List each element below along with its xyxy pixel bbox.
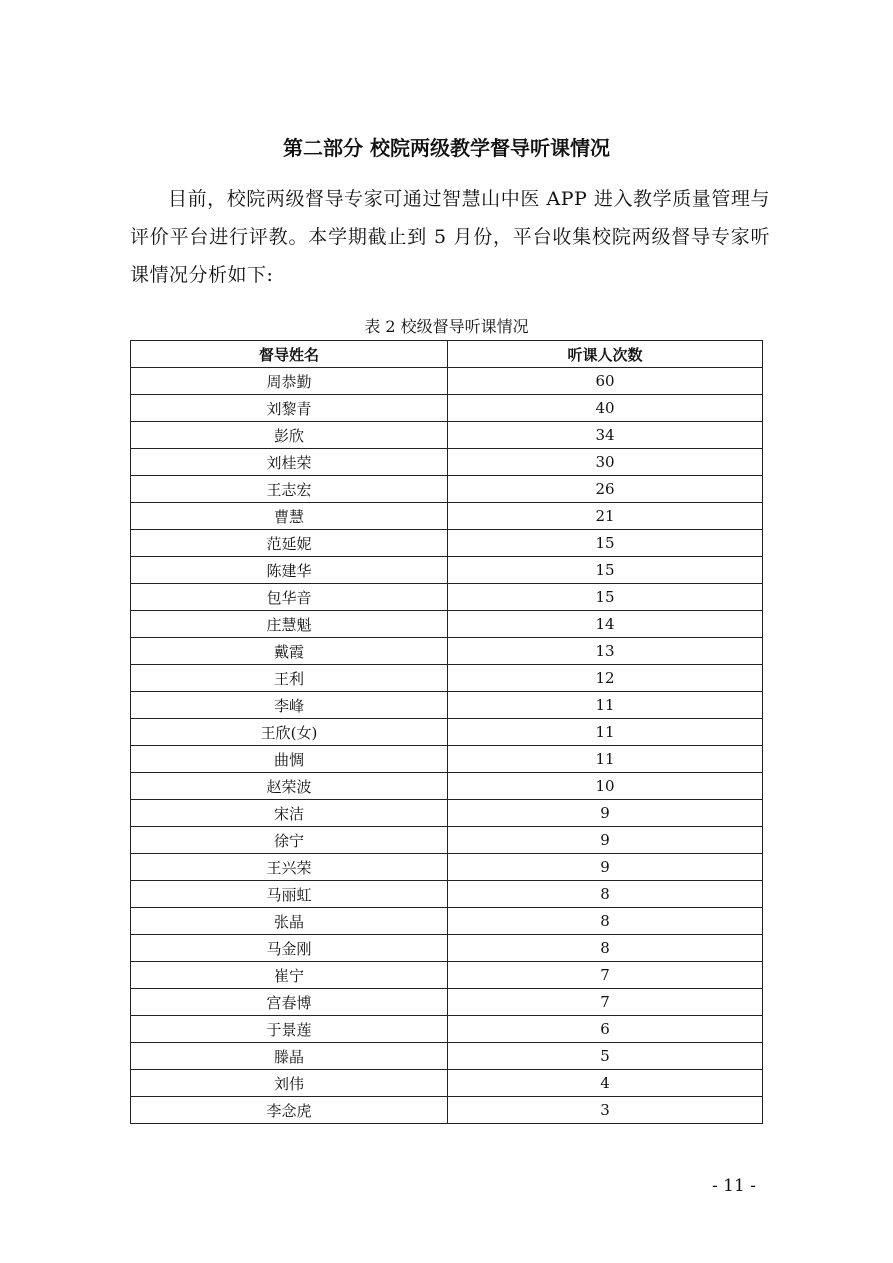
supervisor-name-cell: 刘伟 [131, 1070, 448, 1097]
table-row [131, 881, 763, 908]
table-row [131, 827, 763, 854]
table-row [131, 449, 763, 476]
lecture-count-cell: 15 [448, 557, 763, 584]
supervisor-name-cell: 王欣(女) [131, 719, 448, 746]
supervisor-name-cell: 赵荣波 [131, 773, 448, 800]
table-header-row [131, 341, 763, 368]
lecture-count-cell: 11 [448, 719, 763, 746]
supervisor-name-cell: 李峰 [131, 692, 448, 719]
table-row [131, 503, 763, 530]
table-row [131, 1070, 763, 1097]
page-number: - 11 - [712, 1176, 756, 1196]
lecture-count-cell: 15 [448, 530, 763, 557]
lecture-count-cell: 21 [448, 503, 763, 530]
lecture-count-cell: 14 [448, 611, 763, 638]
supervisor-name-cell: 李念虎 [131, 1097, 448, 1124]
table-row [131, 476, 763, 503]
table-row [131, 557, 763, 584]
supervisor-name-cell: 曹慧 [131, 503, 448, 530]
table-row [131, 584, 763, 611]
supervisor-name-cell: 王利 [131, 665, 448, 692]
supervisor-name-cell: 王志宏 [131, 476, 448, 503]
table-row [131, 773, 763, 800]
supervisor-name-cell: 刘桂荣 [131, 449, 448, 476]
table-row [131, 854, 763, 881]
table-row [131, 530, 763, 557]
supervisor-name-cell: 彭欣 [131, 422, 448, 449]
supervisor-name-cell: 崔宁 [131, 962, 448, 989]
lecture-count-cell: 40 [448, 395, 763, 422]
table-row [131, 1016, 763, 1043]
lecture-count-cell: 8 [448, 935, 763, 962]
table-row [131, 800, 763, 827]
lecture-count-cell: 30 [448, 449, 763, 476]
lecture-count-cell: 34 [448, 422, 763, 449]
lecture-count-cell: 7 [448, 962, 763, 989]
header-lecture-count: 听课人次数 [448, 341, 763, 368]
lecture-count-cell: 11 [448, 692, 763, 719]
header-supervisor-name: 督导姓名 [131, 341, 448, 368]
supervisor-name-cell: 张晶 [131, 908, 448, 935]
table-row [131, 935, 763, 962]
supervisor-name-cell: 宋洁 [131, 800, 448, 827]
lecture-count-cell: 3 [448, 1097, 763, 1124]
supervisor-name-cell: 于景莲 [131, 1016, 448, 1043]
supervisor-name-cell: 马金刚 [131, 935, 448, 962]
lecture-count-cell: 13 [448, 638, 763, 665]
supervisor-name-cell: 王兴荣 [131, 854, 448, 881]
supervisor-name-cell: 滕晶 [131, 1043, 448, 1070]
table-row [131, 746, 763, 773]
lecture-count-cell: 8 [448, 908, 763, 935]
supervisor-name-cell: 徐宁 [131, 827, 448, 854]
lecture-count-cell: 5 [448, 1043, 763, 1070]
supervisor-name-cell: 陈建华 [131, 557, 448, 584]
supervisor-name-cell: 刘黎青 [131, 395, 448, 422]
table-row [131, 665, 763, 692]
table-row [131, 611, 763, 638]
lecture-count-cell: 15 [448, 584, 763, 611]
table-row [131, 908, 763, 935]
intro-paragraph: 目前，校院两级督导专家可通过智慧山中医 APP 进入教学质量管理与评价平台进行评教。本学期截止到 5 月份，平台收集校院两级督导专家听课情况分析如下: [130, 188, 770, 286]
lecture-count-cell: 7 [448, 989, 763, 1016]
supervisor-name-cell: 马丽虹 [131, 881, 448, 908]
supervisor-name-cell: 戴霞 [131, 638, 448, 665]
table-row [131, 719, 763, 746]
table-row [131, 989, 763, 1016]
lecture-count-cell: 9 [448, 854, 763, 881]
table-row [131, 962, 763, 989]
lecture-count-cell: 4 [448, 1070, 763, 1097]
lecture-count-cell: 10 [448, 773, 763, 800]
lecture-count-cell: 8 [448, 881, 763, 908]
table-row [131, 395, 763, 422]
table-body [131, 368, 763, 1124]
lecture-count-cell: 6 [448, 1016, 763, 1043]
supervisor-name-cell: 周恭勤 [131, 368, 448, 395]
supervisor-name-cell: 曲惆 [131, 746, 448, 773]
table-row [131, 368, 763, 395]
lecture-count-cell: 12 [448, 665, 763, 692]
table-row [131, 638, 763, 665]
supervisor-table [130, 340, 763, 1124]
supervisor-name-cell: 范延妮 [131, 530, 448, 557]
table-row [131, 422, 763, 449]
table-row [131, 1043, 763, 1070]
lecture-count-cell: 11 [448, 746, 763, 773]
lecture-count-cell: 26 [448, 476, 763, 503]
supervisor-name-cell: 包华音 [131, 584, 448, 611]
supervisor-name-cell: 宫春博 [131, 989, 448, 1016]
table-row [131, 1097, 763, 1124]
table-caption: 表 2 校级督导听课情况 [364, 317, 529, 336]
section-heading: 第二部分 校院两级教学督导听课情况 [283, 136, 610, 160]
supervisor-name-cell: 庄慧魁 [131, 611, 448, 638]
table-row [131, 692, 763, 719]
lecture-count-cell: 9 [448, 800, 763, 827]
lecture-count-cell: 9 [448, 827, 763, 854]
lecture-count-cell: 60 [448, 368, 763, 395]
